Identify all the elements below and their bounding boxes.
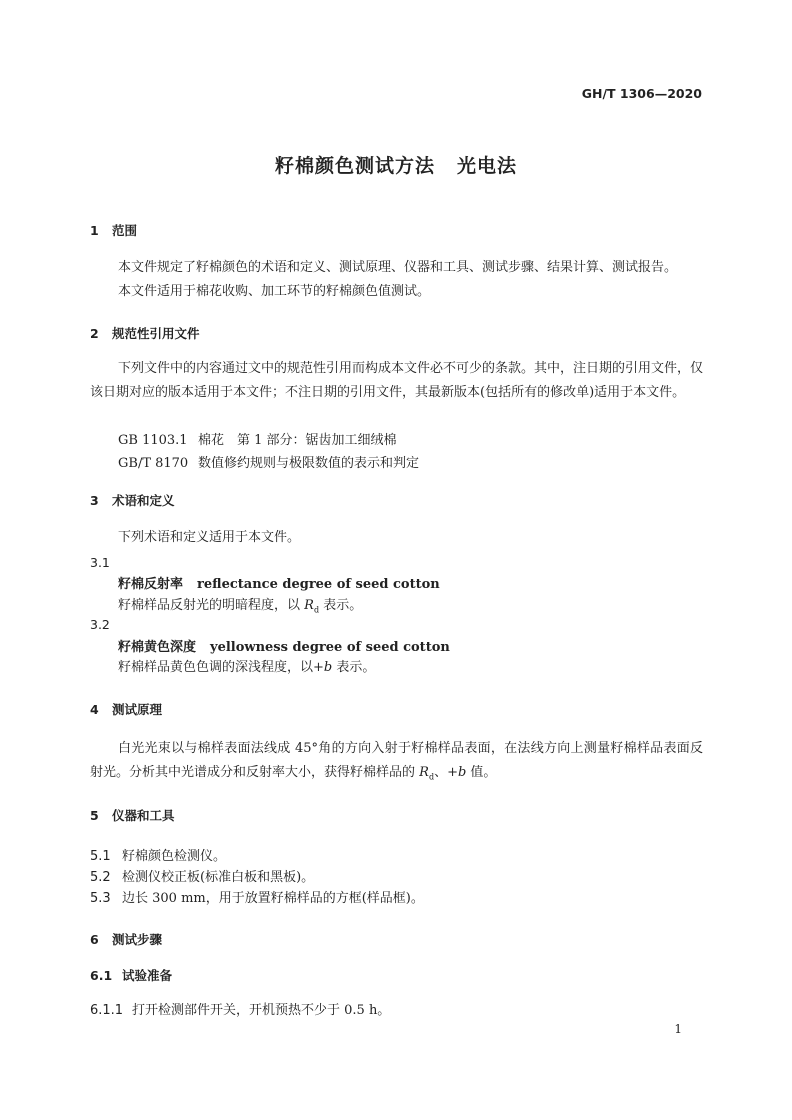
section-title: 范围 [112,223,138,238]
symbol: R [419,764,429,780]
paragraph-text: 白光光束以与棉样表面法线成 45°角的方向入射于籽棉样品表面，在法线方向上测量籽棉样品表面反射光。分析其中光谱成分和反射率大小，获得籽棉样品的 [90,741,703,780]
section-2-para-1: 下列文件中的内容通过文中的规范性引用而构成本文件必不可少的条款。其中，注日期的引用文件，仅该日期对应的版本适用于本文件；不注日期的引用文件，其最新版本(包括所有的修改单)适用于本文件。 [90,361,704,400]
term-definition [118,656,375,675]
page-number: 1 [674,1022,682,1036]
section-title: 仪器和工具 [112,808,175,823]
document-title [0,151,792,178]
reference-item [118,452,419,471]
term-heading [118,636,450,655]
title-main: 籽棉颜色测试方法 [274,155,435,177]
item-text: 检测仪校正板(标准白板和黑板)。 [122,870,315,885]
section-4-heading [90,700,162,718]
symbol: R [304,598,314,613]
item-text: 籽棉颜色检测仪。 [122,849,227,864]
section-3-heading [90,491,175,509]
section-1-para-1: 本文件规定了籽棉颜色的术语和定义、测试原理、仪器和工具、测试步骤、结果计算、测试报告。 [118,260,678,275]
section-5-heading [90,806,175,824]
list-item [90,999,390,1018]
definition-text: 表示。 [319,598,363,613]
paragraph-text: 、 [434,764,448,780]
term-number: 3.2 [90,617,110,632]
reference-code: GB 1103.1 [118,433,188,448]
section-number: 3 [90,493,99,508]
title-sub: 光电法 [457,155,518,177]
section-title: 测试步骤 [112,932,163,947]
reference-title: 棉花 第 1 部分：锯齿加工细绒棉 [198,433,397,448]
term-definition [118,594,362,615]
symbol: +b [447,764,467,780]
section-1-para-2: 本文件适用于棉花收购、加工环节的籽棉颜色值测试。 [118,284,431,299]
reference-code: GB/T 8170 [118,456,189,471]
section-3-para-1: 下列术语和定义适用于本文件。 [118,530,301,545]
subsection-number: 6.1 [90,968,113,983]
section-2-heading [90,324,200,342]
symbol-subscript: d [428,772,435,782]
item-number: 5.2 [90,870,111,885]
list-item [90,887,424,906]
section-6-heading [90,930,162,948]
term-zh: 籽棉反射率 [118,577,184,592]
term-en: yellowness degree of seed cotton [210,640,450,655]
section-title: 术语和定义 [112,493,175,508]
term-zh: 籽棉黄色深度 [118,640,197,655]
section-title: 规范性引用文件 [112,326,200,341]
reference-item [118,429,397,448]
section-number: 2 [90,326,99,341]
subsection-title: 试验准备 [122,968,173,983]
section-4-para-1 [90,737,703,789]
item-number: 6.1.1 [90,1003,124,1018]
section-title: 测试原理 [112,702,163,717]
item-number: 5.3 [90,891,111,906]
term-number: 3.1 [90,555,110,570]
section-1-heading [90,221,137,239]
subsection-heading [90,966,172,984]
symbol-subscript: d [313,605,320,615]
section-number: 4 [90,702,99,717]
section-number: 1 [90,223,99,238]
standard-code: GH/T 1306—2020 [581,86,702,101]
section-number: 6 [90,932,99,947]
item-text: 边长 300 mm，用于放置籽棉样品的方框(样品框)。 [122,891,424,906]
definition-text: 籽棉样品反射光的明暗程度，以 [118,598,305,613]
paragraph-text: 值。 [466,764,497,780]
list-item [90,866,314,885]
item-number: 5.1 [90,849,111,864]
definition-text: 籽棉样品黄色色调的深浅程度，以 [118,660,314,675]
reference-title: 数值修约规则与极限数值的表示和判定 [198,456,420,471]
definition-text: 表示。 [332,660,376,675]
item-text: 打开检测部件开关，开机预热不少于 0.5 h。 [132,1003,391,1018]
list-item [90,845,226,864]
term-en: reflectance degree of seed cotton [197,577,440,592]
section-number: 5 [90,808,99,823]
symbol: +b [313,660,333,675]
term-heading [118,573,440,592]
